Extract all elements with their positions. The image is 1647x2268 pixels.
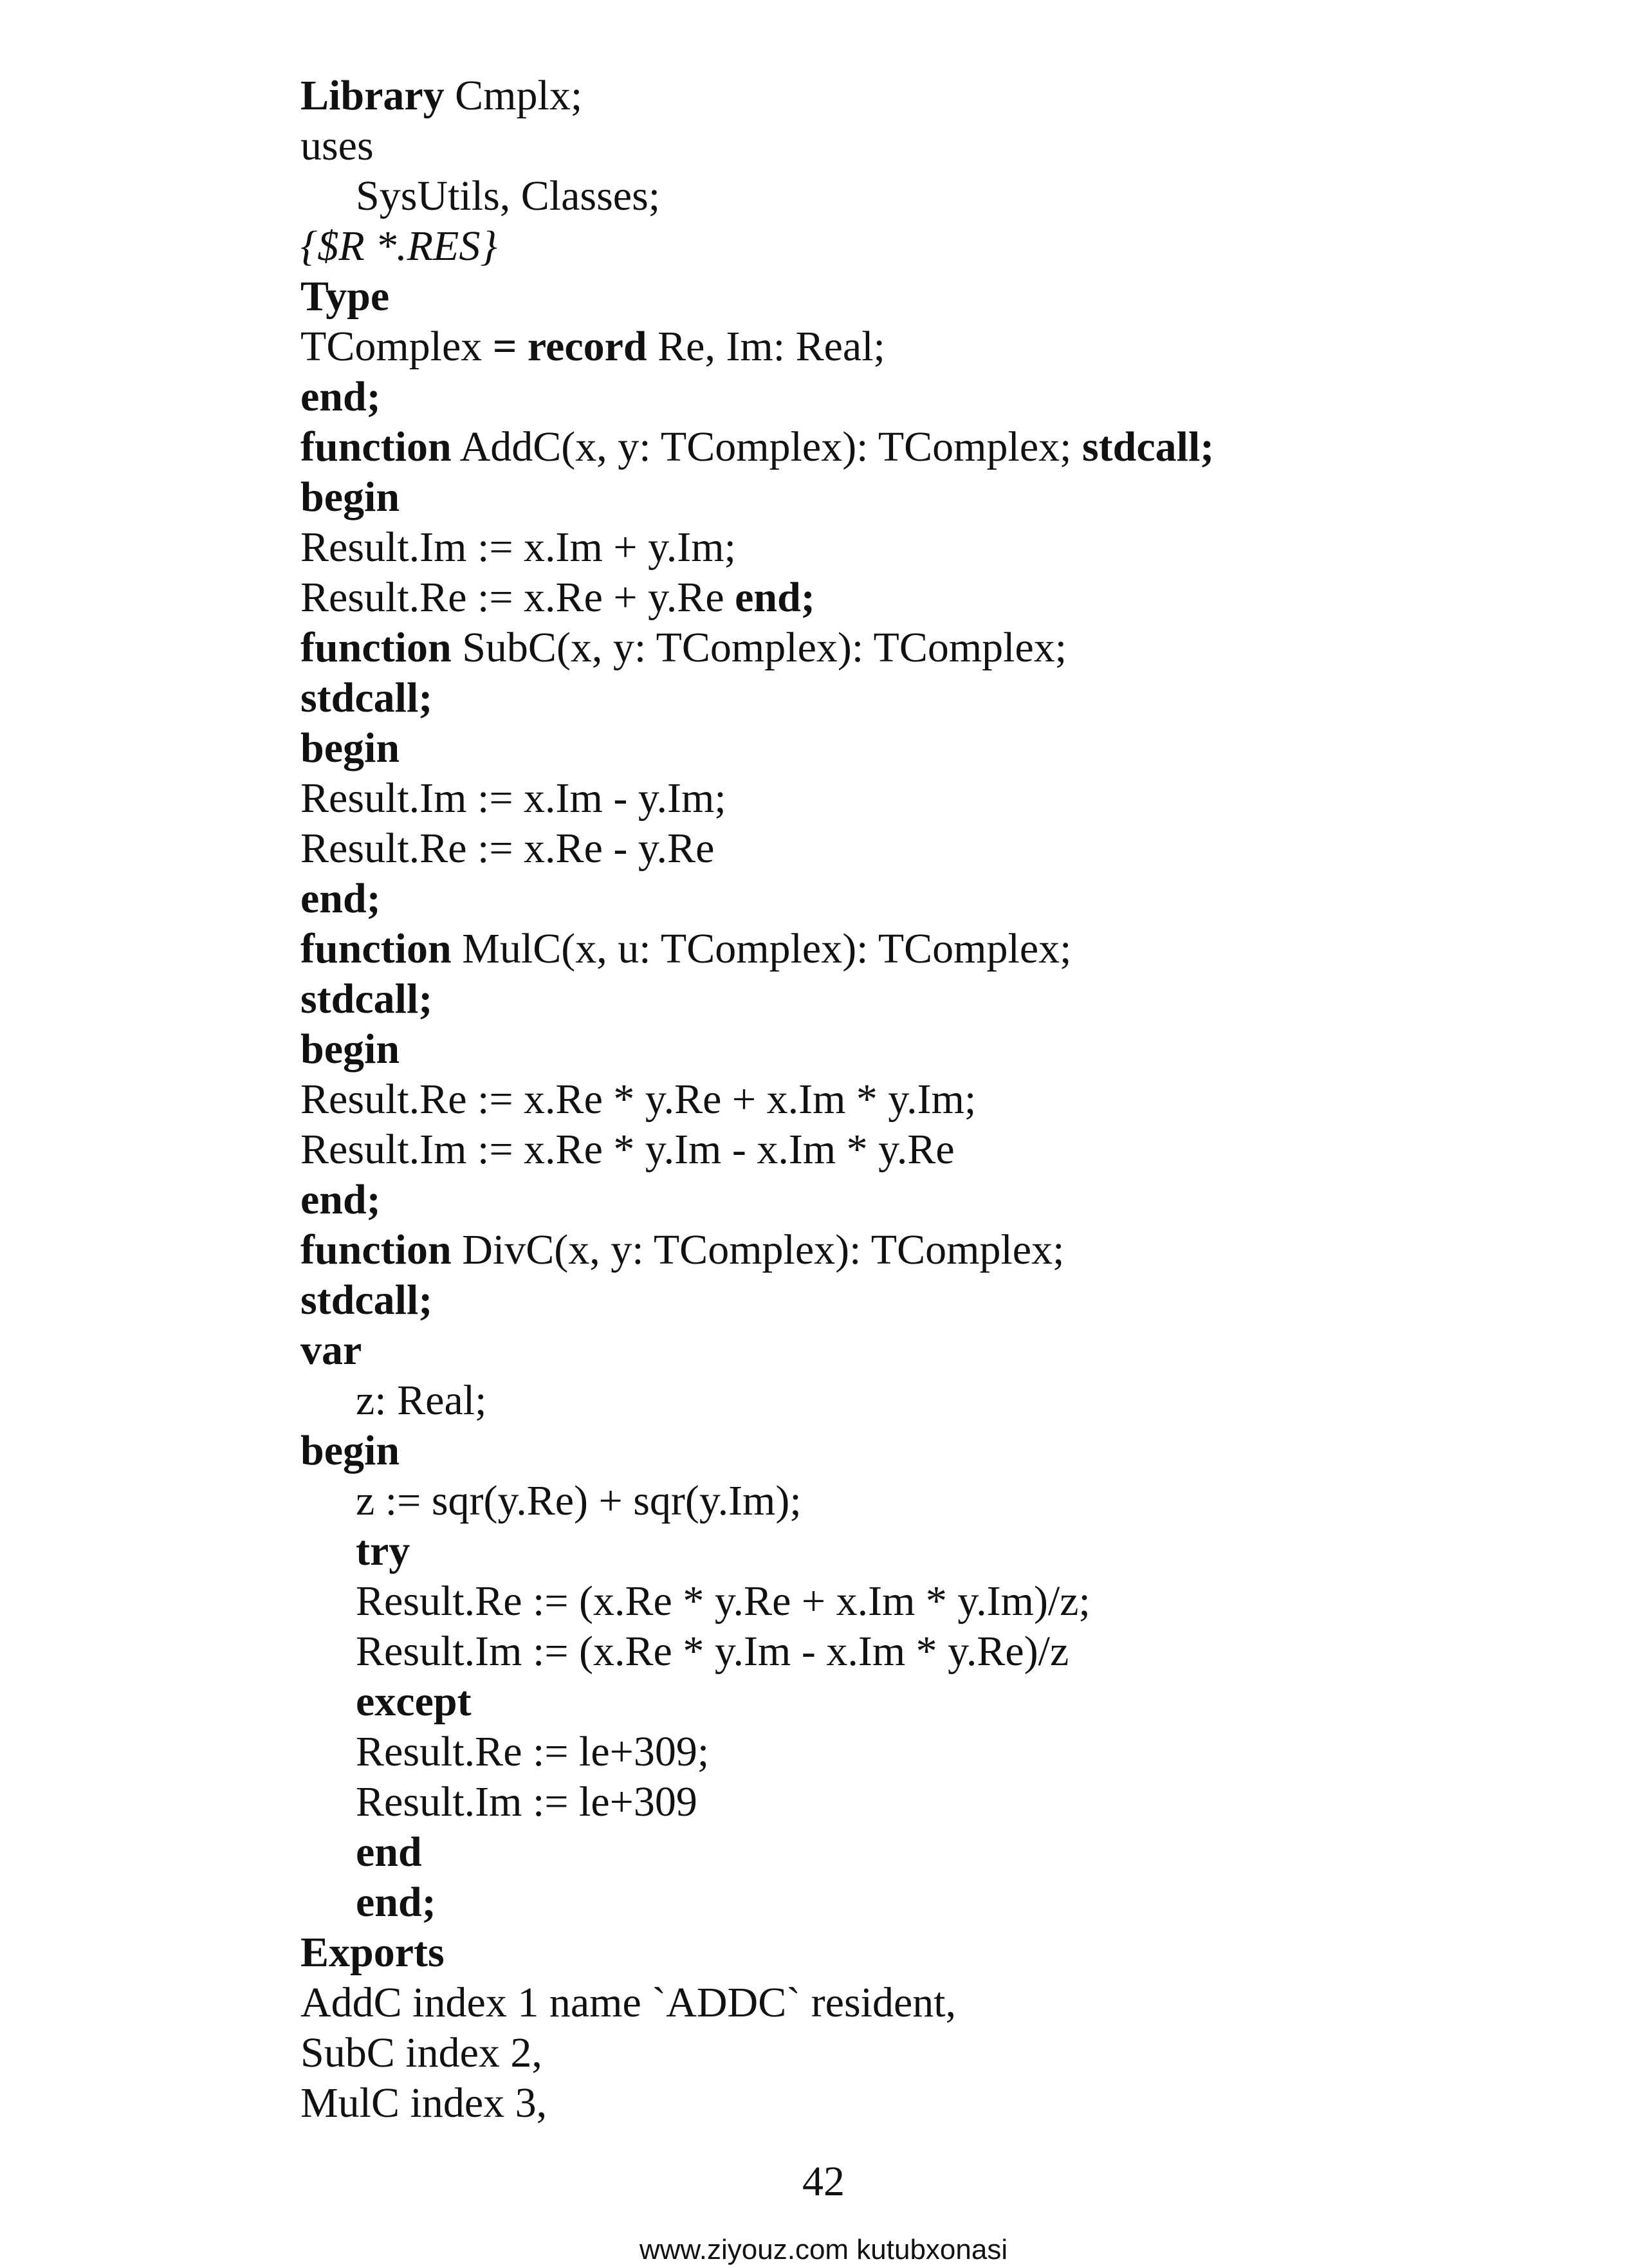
code-text	[517, 323, 528, 370]
code-line	[300, 1074, 1581, 1125]
code-line	[300, 773, 1581, 824]
code-text: MulC(x, u: TComplex): TComplex;	[451, 925, 1072, 972]
code-line	[300, 1175, 1581, 1225]
code-line	[300, 824, 1581, 874]
code-keyword: try	[356, 1527, 410, 1574]
code-line	[300, 1877, 1581, 1928]
code-line	[300, 372, 1581, 422]
code-text: Result.Re := x.Re * y.Re + x.Im * y.Im;	[300, 1076, 977, 1123]
code-text: uses	[300, 122, 374, 169]
code-line	[300, 1576, 1581, 1627]
code-keyword: end;	[356, 1879, 436, 1926]
code-text: Result.Im := x.Im - y.Im;	[300, 775, 726, 822]
code-keyword: stdcall;	[300, 674, 433, 721]
code-line	[300, 71, 1581, 121]
code-keyword: record	[527, 323, 647, 370]
code-keyword: function	[300, 925, 452, 972]
code-text: MulC index 3,	[300, 2079, 547, 2126]
code-line	[300, 1928, 1581, 1978]
code-line	[300, 1827, 1581, 1877]
code-text: Result.Re := le+309;	[356, 1728, 710, 1775]
code-line	[300, 472, 1581, 522]
code-line	[300, 2028, 1581, 2078]
footer-watermark-text: www.ziyouz.com kutubxonasi	[639, 2234, 1008, 2265]
code-line	[300, 1777, 1581, 1827]
code-line	[300, 623, 1581, 673]
code-keyword: stdcall;	[300, 1277, 433, 1323]
code-keyword: Exports	[300, 1929, 445, 1976]
code-keyword: end	[356, 1829, 422, 1876]
code-keyword: stdcall;	[1081, 423, 1215, 470]
code-line	[300, 1125, 1581, 1175]
code-line	[300, 221, 1581, 272]
code-text: Result.Re := x.Re - y.Re	[300, 825, 715, 872]
code-keyword: function	[300, 423, 452, 470]
code-line	[300, 974, 1581, 1024]
code-text: Result.Re := (x.Re * y.Re + x.Im * y.Im)/z;	[356, 1578, 1090, 1625]
code-line	[300, 522, 1581, 573]
code-line	[300, 1225, 1581, 1275]
code-line	[300, 1978, 1581, 2028]
code-line	[300, 573, 1581, 623]
code-text: Result.Im := x.Im + y.Im;	[300, 524, 736, 571]
code-line	[300, 121, 1581, 171]
code-text: z := sqr(y.Re) + sqr(y.Im);	[356, 1477, 802, 1524]
code-directive: {$R *.RES}	[300, 223, 497, 270]
code-keyword: end;	[300, 1176, 381, 1223]
code-line	[300, 673, 1581, 723]
code-line	[300, 1024, 1581, 1074]
code-text: Result.Re := x.Re + y.Re	[300, 574, 735, 621]
code-keyword: stdcall;	[300, 975, 433, 1022]
code-line	[300, 874, 1581, 924]
code-text: z: Real;	[356, 1377, 487, 1424]
code-line	[300, 1426, 1581, 1476]
code-keyword: begin	[300, 724, 400, 771]
code-text: AddC(x, y: TComplex): TComplex;	[451, 423, 1082, 470]
code-line	[300, 1275, 1581, 1325]
code-line	[300, 1325, 1581, 1376]
code-text: SysUtils, Classes;	[356, 172, 661, 219]
code-line	[300, 2078, 1581, 2128]
code-keyword: end;	[300, 875, 381, 922]
code-keyword: end;	[300, 373, 381, 420]
code-line	[300, 1727, 1581, 1777]
code-line	[300, 723, 1581, 773]
code-line	[300, 272, 1581, 322]
code-keyword: begin	[300, 1026, 400, 1073]
code-text: DivC(x, y: TComplex): TComplex;	[451, 1226, 1065, 1273]
code-line	[300, 1627, 1581, 1677]
code-text: SubC index 2,	[300, 2029, 542, 2076]
code-line	[300, 924, 1581, 974]
code-keyword: begin	[300, 1427, 400, 1474]
code-listing	[300, 71, 1581, 2128]
code-keyword: Type	[300, 273, 390, 320]
code-keyword: Library	[300, 72, 445, 119]
code-text: Result.Im := (x.Re * y.Im - x.Im * y.Re)/z	[356, 1628, 1069, 1675]
code-keyword: function	[300, 1226, 452, 1273]
code-text: TComplex	[300, 323, 493, 370]
code-line	[300, 1526, 1581, 1576]
code-line	[300, 1376, 1581, 1426]
code-line	[300, 171, 1581, 221]
code-keyword: end;	[735, 574, 815, 621]
code-text: AddC index 1 name `ADDC` resident,	[300, 1979, 957, 2026]
page-number: 42	[802, 2158, 845, 2205]
code-keyword: begin	[300, 474, 400, 521]
code-line	[300, 1476, 1581, 1526]
code-line	[300, 1677, 1581, 1727]
code-line	[300, 422, 1581, 472]
code-text: Re, Im: Real;	[647, 323, 885, 370]
code-text: Result.Im := le+309	[356, 1778, 697, 1825]
code-keyword: var	[300, 1327, 362, 1374]
code-text: SubC(x, y: TComplex): TComplex;	[451, 624, 1067, 671]
code-line	[300, 322, 1581, 372]
code-text: Cmplx;	[444, 72, 583, 119]
code-keyword: except	[356, 1678, 472, 1725]
code-keyword: =	[492, 323, 517, 370]
code-text: Result.Im := x.Re * y.Im - x.Im * y.Re	[300, 1126, 955, 1173]
code-keyword: function	[300, 624, 452, 671]
